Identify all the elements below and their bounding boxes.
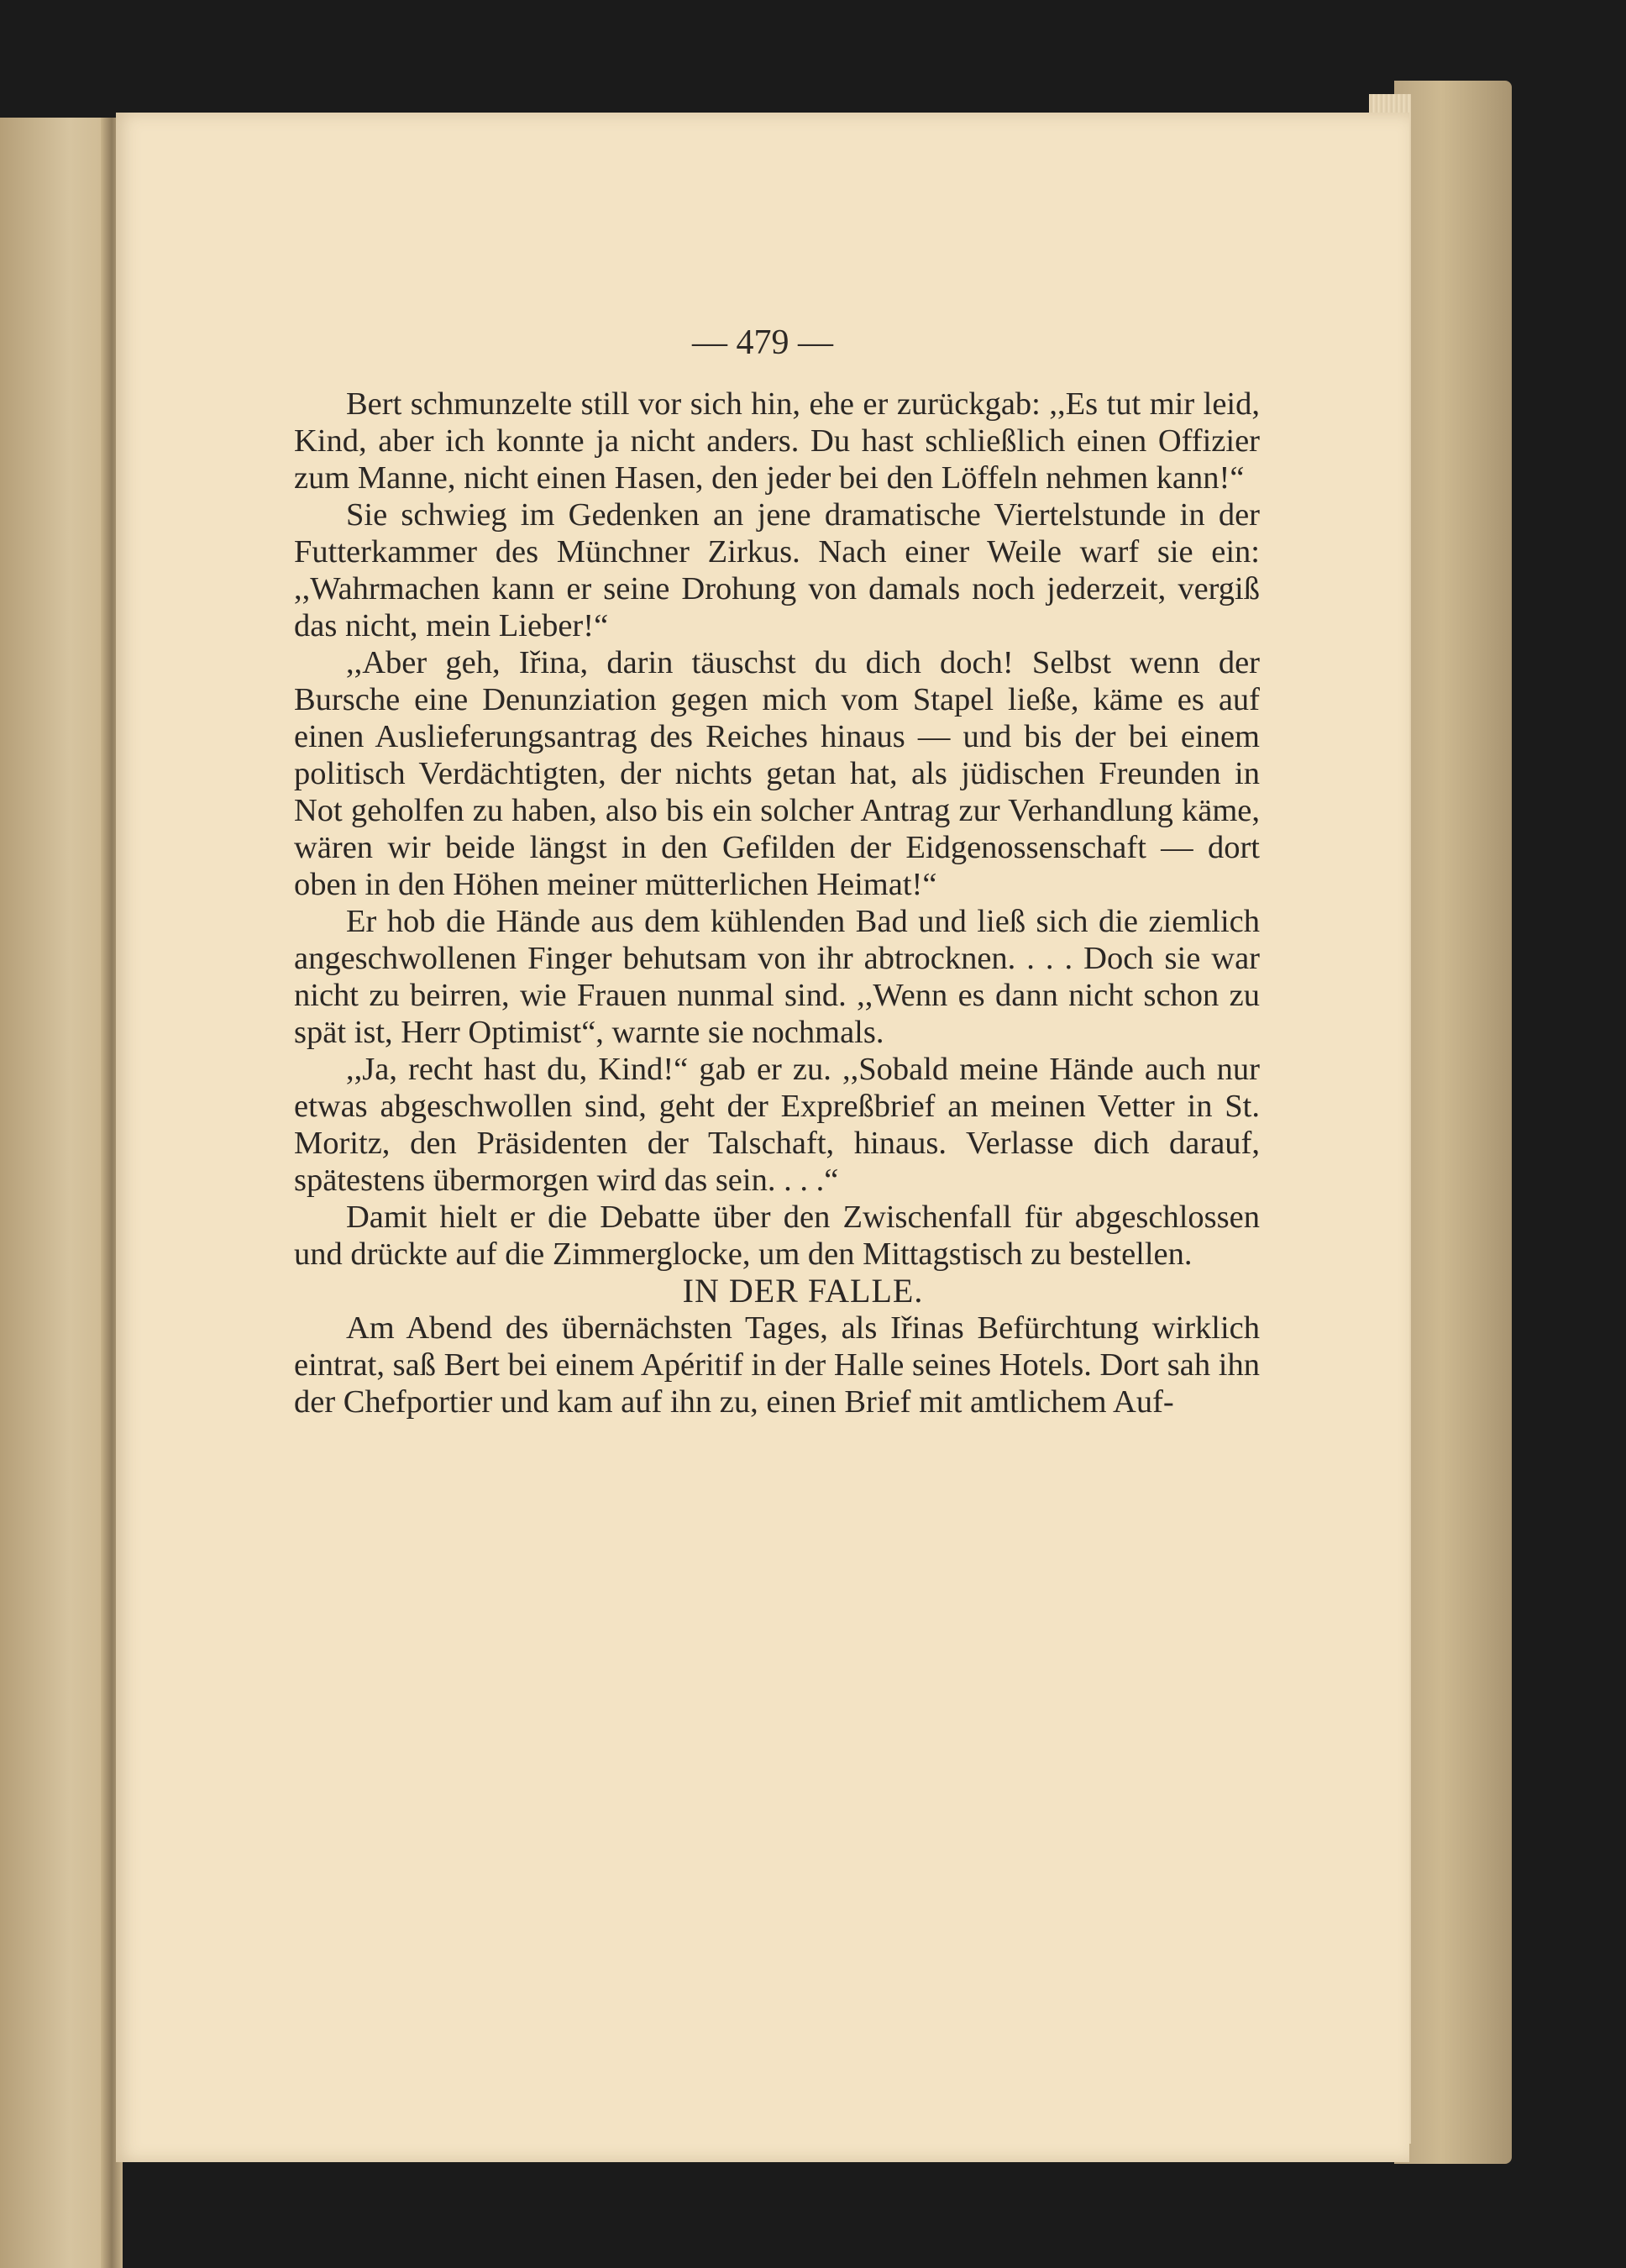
paragraph: Bert schmunzelte still vor sich hin, ehe er zurückgab: ,,Es tut mir leid, Kind, aber ich konnte ja nicht anders. Du hast schließlich einen Offizier zum Manne, nicht einen Hasen, den jeder bei den Löffeln nehmen kann!“: [294, 386, 1260, 496]
paragraph: Am Abend des übernächsten Tages, als Iřinas Befürchtung wirklich eintrat, saß Bert bei einem Apéritif in der Halle seines Hotels. Dort sah ihn der Chefportier und kam auf ihn zu, einen Brief mit amtlichem Auf-: [294, 1310, 1260, 1420]
book-page: [116, 113, 1409, 2162]
paragraph: Er hob die Hände aus dem kühlenden Bad und ließ sich die ziemlich angeschwollenen Finger behutsam von ihr abtrocknen. . . . Doch sie war nicht zu beirren, wie Frauen nunmal sind. ,,Wenn es dann nicht schon zu spät ist, Herr Optimist“, warnte sie nochmals.: [294, 904, 1260, 1050]
paragraph: Damit hielt er die Debatte über den Zwischenfall für abgeschlossen und drückte auf die Zimmerglocke, um den Mittagstisch zu bestellen.: [294, 1200, 1260, 1272]
left-page-edge: [0, 118, 116, 2268]
page-number: — 479 —: [692, 323, 833, 362]
paragraph: ,,Aber geh, Iřina, darin täuschst du dich doch! Selbst wenn der Bursche eine Denunziation gegen mich vom Stapel ließe, käme es auf einen Auslieferungsantrag des Reiches hinaus — und bis der bei einem politisch Verdächtigten, der nichts getan hat, als jüdischen Freunden in Not geholfen zu haben, also bis ein solcher Antrag zur Verhandlung käme, wären wir beide längst in den Gefilden der Eidgenossenschaft — dort oben in den Höhen meiner mütterlichen Heimat!“: [294, 645, 1260, 902]
body-text: [294, 386, 1260, 1420]
chapter-heading: IN DER FALLE.: [682, 1272, 924, 1310]
paragraph: ,,Ja, recht hast du, Kind!“ gab er zu. ,,Sobald meine Hände auch nur etwas abgeschwollen sind, geht der Expreßbrief an meinen Vetter in St. Moritz, den Präsidenten der Talschaft, hinaus. Verlasse dich darauf, spätestens übermorgen wird das sein. . . .“: [294, 1052, 1260, 1198]
paragraph: Sie schwieg im Gedenken an jene dramatische Viertelstunde in der Futterkammer des Münchner Zirkus. Nach einer Weile warf sie ein: ,,Wahrmachen kann er seine Drohung von damals noch jederzeit, vergiß das nicht, mein Lieber!“: [294, 497, 1260, 643]
book-cover-edge: [1394, 81, 1512, 2164]
